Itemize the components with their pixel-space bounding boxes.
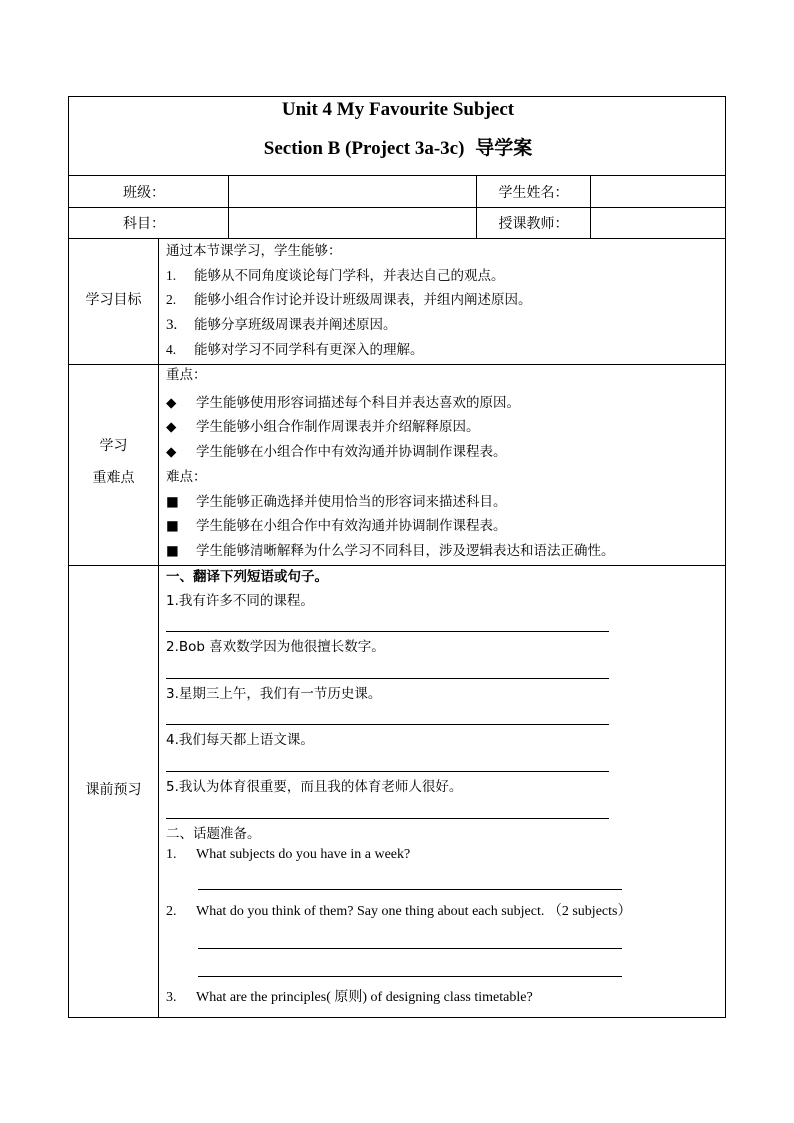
square-bullet-icon: ■ (166, 543, 179, 559)
teacher-label: 授课教师： (498, 216, 569, 232)
answer-line[interactable] (198, 976, 622, 977)
answer-line[interactable] (166, 818, 609, 819)
translation-section-title: 一、翻译下列短语或句子。 (166, 569, 328, 585)
square-bullet-icon: ■ (166, 518, 179, 534)
teacher-input[interactable] (591, 208, 724, 237)
preview-label: 课前预习 (85, 782, 142, 798)
row-divider (69, 565, 725, 566)
translation-item: 2.Bob 喜欢数学因为他很擅长数字。 (166, 639, 385, 655)
col-divider (158, 238, 159, 1018)
diamond-bullet-icon: ◆ (166, 395, 177, 411)
goal-item: 4. 能够对学习不同学科有更深入的理解。 (166, 342, 424, 358)
page-subtitle (69, 137, 727, 160)
answer-line[interactable] (198, 948, 622, 949)
key-point-item: ◆ 学生能够在小组合作中有效沟通并协调制作课程表。 (166, 444, 507, 460)
answer-line[interactable] (166, 631, 609, 632)
difficult-point-item: ■ 学生能够清晰解释为什么学习不同科目，涉及逻辑表达和语法正确性。 (166, 543, 615, 559)
diamond-bullet-icon: ◆ (166, 419, 177, 435)
worksheet-table (68, 96, 726, 1018)
page-title: Unit 4 My Favourite Subject (281, 99, 515, 120)
topic-question: 2. What do you think of them? Say one thing about each subject. （2 subjects） (166, 904, 632, 919)
translation-item: 5.我认为体育很重要，而且我的体育老师人很好。 (166, 779, 463, 795)
goal-item: 2. 能够小组合作讨论并设计班级周课表，并组内阐述原因。 (166, 292, 532, 308)
student-name-input[interactable] (591, 176, 724, 206)
topic-question: 3. What are the principles( 原则) of designing class timetable? (166, 990, 533, 1005)
difficult-points-title: 难点： (166, 469, 207, 485)
keypoints-label-line2: 重难点 (92, 470, 135, 486)
translation-item: 1.我有许多不同的课程。 (166, 593, 314, 609)
diamond-bullet-icon: ◆ (166, 444, 177, 460)
topic-section-title: 二、话题准备。 (166, 826, 261, 842)
student-name-label: 学生姓名： (498, 185, 569, 201)
goals-label: 学习目标 (85, 292, 142, 308)
goal-item: 3. 能够分享班级周课表并阐述原因。 (166, 317, 397, 333)
class-input[interactable] (229, 176, 475, 206)
row-divider (69, 364, 725, 365)
difficult-point-item: ■ 学生能够在小组合作中有效沟通并协调制作课程表。 (166, 518, 507, 534)
class-label: 班级： (123, 185, 165, 201)
square-bullet-icon: ■ (166, 494, 179, 510)
goal-item: 1. 能够从不同角度谈论每门学科，并表达自己的观点。 (166, 268, 505, 284)
answer-line[interactable] (166, 771, 609, 772)
key-point-item: ◆ 学生能够小组合作制作周课表并介绍解释原因。 (166, 419, 480, 435)
translation-item: 3.星期三上午，我们有一节历史课。 (166, 686, 382, 702)
goals-intro: 通过本节课学习，学生能够： (166, 243, 342, 259)
answer-line[interactable] (166, 678, 609, 679)
answer-line[interactable] (198, 889, 622, 890)
subtitle-section: Section B (Project 3a-3c) (263, 138, 465, 159)
keypoints-label-line1: 学习 (99, 438, 128, 454)
subtitle-cn: 导学案 (475, 137, 533, 159)
translation-item: 4.我们每天都上语文课。 (166, 732, 314, 748)
answer-line[interactable] (166, 724, 609, 725)
subject-input[interactable] (229, 208, 475, 237)
topic-question: 1. What subjects do you have in a week? (166, 847, 411, 862)
subject-label: 科目： (123, 216, 165, 232)
difficult-point-item: ■ 学生能够正确选择并使用恰当的形容词来描述科目。 (166, 494, 507, 510)
key-point-item: ◆ 学生能够使用形容词描述每个科目并表达喜欢的原因。 (166, 395, 520, 411)
row-divider (69, 238, 725, 239)
key-points-title: 重点： (166, 367, 207, 383)
